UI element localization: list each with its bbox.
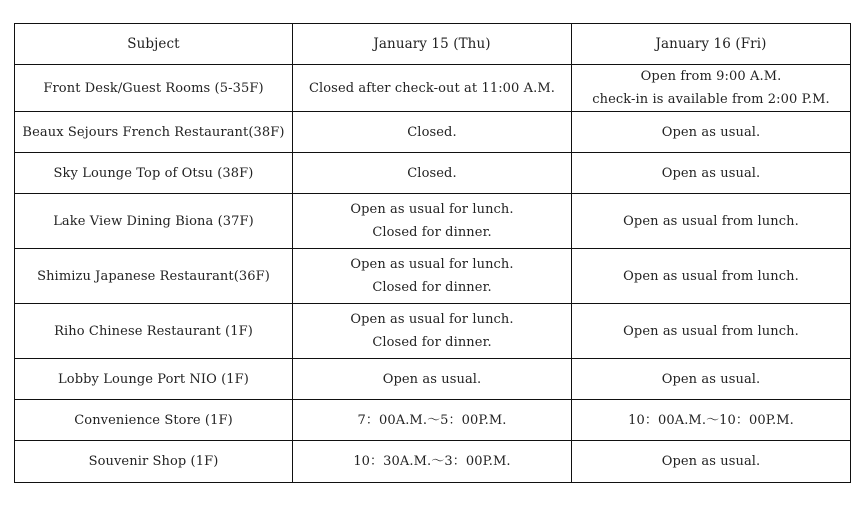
subject-cell: Lake View Dining Biona (37F) [15,194,293,249]
table-row [15,441,851,483]
header-january-15: January 15 (Thu) [293,24,572,65]
table-row [15,65,851,112]
table-row [15,112,851,153]
header-subject: Subject [15,24,293,65]
jan15-cell [293,112,572,153]
jan15-cell [293,400,572,441]
subject-cell: Sky Lounge Top of Otsu (38F) [15,153,293,194]
cell-line: Open as usual from lunch. [623,213,799,229]
jan16-cell [572,65,851,112]
cell-line: Open as usual. [382,371,482,387]
cell-line: Open as usual. [661,454,761,469]
cell-line: check-in is available from 2:00 P.M. [592,92,830,107]
jan15-cell [293,194,572,249]
subject-cell: Beaux Sejours French Restaurant(38F) [15,112,293,153]
cell-line: Open as usual. [661,371,761,387]
subject-cell: Front Desk/Guest Rooms (5-35F) [15,65,293,112]
table-row [15,249,851,304]
jan16-cell [572,359,851,400]
jan15-cell [293,249,572,304]
jan15-cell [293,441,572,483]
jan16-cell [572,400,851,441]
subject-cell: Souvenir Shop (1F) [15,441,293,483]
table-row [15,400,851,441]
cell-line: Closed for dinner. [372,335,492,350]
jan16-cell [572,249,851,304]
jan16-cell [572,153,851,194]
schedule-table [14,23,851,483]
table-row [15,359,851,400]
cell-line: Closed for dinner. [372,280,492,295]
subject-cell: Shimizu Japanese Restaurant(36F) [15,249,293,304]
cell-line: Closed. [407,124,457,140]
cell-line: Open as usual. [661,124,761,140]
jan16-cell [572,304,851,359]
cell-line: Closed. [407,165,457,181]
subject-cell: Convenience Store (1F) [15,400,293,441]
jan15-cell [293,153,572,194]
jan16-cell [572,194,851,249]
header-row [15,24,851,65]
subject-cell: Riho Chinese Restaurant (1F) [15,304,293,359]
cell-line: Closed for dinner. [372,225,492,240]
jan16-cell [572,441,851,483]
cell-line: Open as usual for lunch. [350,312,514,327]
cell-line: 10：00A.M.～10：00P.M. [628,412,794,428]
jan15-cell [293,359,572,400]
cell-line: Open from 9:00 A.M. [640,69,782,84]
cell-line: Closed after check-out at 11:00 A.M. [308,80,556,96]
cell-line: Open as usual for lunch. [350,202,514,217]
jan15-cell [293,65,572,112]
table-row [15,304,851,359]
jan15-cell [293,304,572,359]
table-row [15,153,851,194]
subject-cell: Lobby Lounge Port NIO (1F) [15,359,293,400]
header-january-16: January 16 (Fri) [572,24,851,65]
cell-line: Open as usual from lunch. [623,323,799,339]
table-row [15,194,851,249]
cell-line: 10：30A.M.～3：00P.M. [353,454,511,469]
cell-line: 7：00A.M.～5：00P.M. [357,412,507,428]
cell-line: Open as usual for lunch. [350,257,514,272]
jan16-cell [572,112,851,153]
cell-line: Open as usual. [661,165,761,181]
cell-line: Open as usual from lunch. [623,268,799,284]
